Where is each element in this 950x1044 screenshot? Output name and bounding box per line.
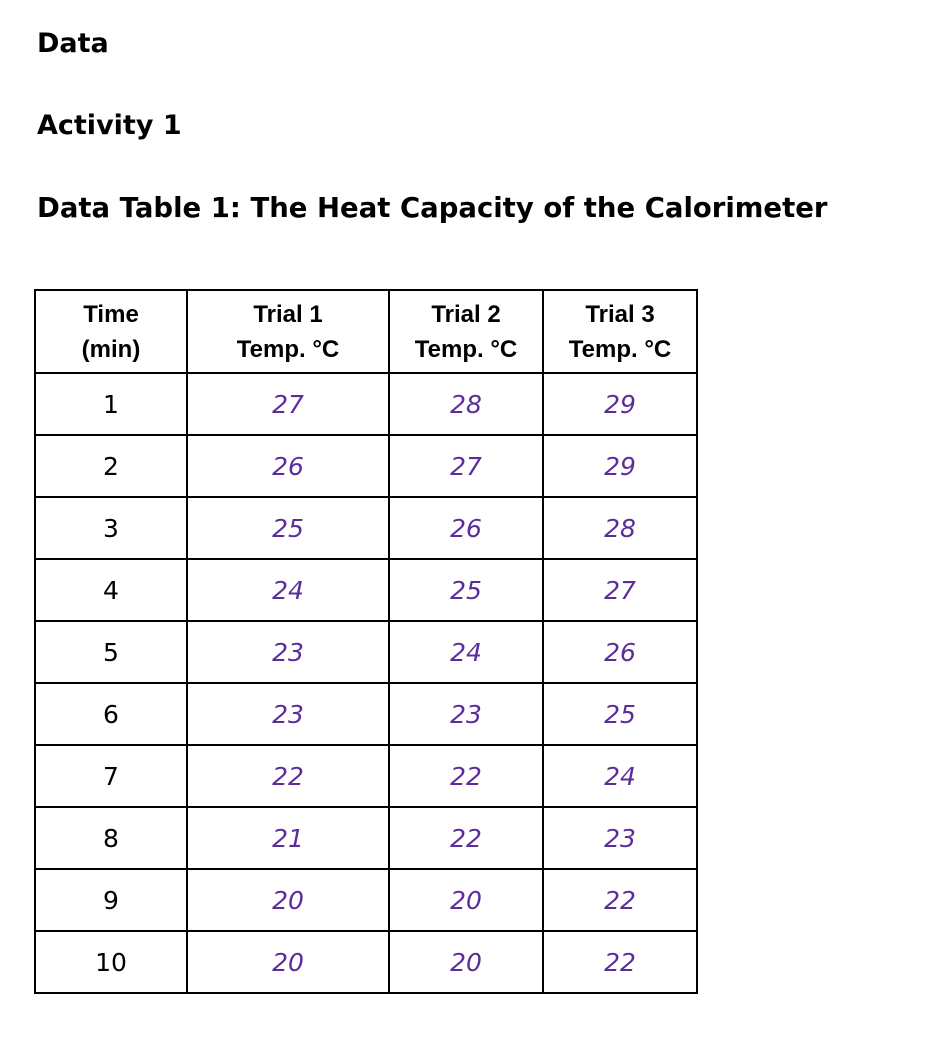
header-time bbox=[35, 290, 187, 373]
time-cell: 9 bbox=[35, 869, 187, 931]
time-cell: 6 bbox=[35, 683, 187, 745]
header-trial-3 bbox=[543, 290, 697, 373]
trial-3-temp-cell: 28 bbox=[543, 497, 697, 559]
trial-1-temp-cell: 26 bbox=[187, 435, 389, 497]
time-cell: 1 bbox=[35, 373, 187, 435]
trial-2-temp-cell: 20 bbox=[389, 869, 543, 931]
trial-1-temp-cell: 25 bbox=[187, 497, 389, 559]
trial-2-temp-cell: 24 bbox=[389, 621, 543, 683]
table-row bbox=[35, 621, 697, 683]
time-cell: 10 bbox=[35, 931, 187, 993]
table-row bbox=[35, 931, 697, 993]
table-title: Data Table 1: The Heat Capacity of the Calorimeter bbox=[37, 192, 828, 224]
trial-2-temp-cell: 27 bbox=[389, 435, 543, 497]
header-trial-2 bbox=[389, 290, 543, 373]
trial-2-temp-cell: 20 bbox=[389, 931, 543, 993]
header-trial-1-line2: Temp. °C bbox=[236, 335, 340, 363]
table-row bbox=[35, 559, 697, 621]
trial-3-temp-cell: 25 bbox=[543, 683, 697, 745]
trial-3-temp-cell: 27 bbox=[543, 559, 697, 621]
trial-3-temp-cell: 26 bbox=[543, 621, 697, 683]
header-trial-1-line1: Trial 1 bbox=[253, 300, 323, 328]
trial-2-temp-cell: 22 bbox=[389, 807, 543, 869]
trial-3-temp-cell: 22 bbox=[543, 869, 697, 931]
trial-3-temp-cell: 23 bbox=[543, 807, 697, 869]
table-row bbox=[35, 745, 697, 807]
header-time-line1: Time bbox=[83, 300, 139, 328]
trial-2-temp-cell: 22 bbox=[389, 745, 543, 807]
header-trial-2-line1: Trial 2 bbox=[431, 300, 501, 328]
trial-2-temp-cell: 28 bbox=[389, 373, 543, 435]
table-row bbox=[35, 807, 697, 869]
trial-3-temp-cell: 24 bbox=[543, 745, 697, 807]
table-row bbox=[35, 497, 697, 559]
trial-1-temp-cell: 27 bbox=[187, 373, 389, 435]
trial-2-temp-cell: 25 bbox=[389, 559, 543, 621]
section-title: Data bbox=[37, 28, 109, 59]
trial-3-temp-cell: 22 bbox=[543, 931, 697, 993]
table-row bbox=[35, 373, 697, 435]
time-cell: 8 bbox=[35, 807, 187, 869]
time-cell: 7 bbox=[35, 745, 187, 807]
time-cell: 4 bbox=[35, 559, 187, 621]
header-time-line2: (min) bbox=[81, 335, 141, 363]
trial-2-temp-cell: 26 bbox=[389, 497, 543, 559]
trial-3-temp-cell: 29 bbox=[543, 435, 697, 497]
header-trial-1 bbox=[187, 290, 389, 373]
trial-1-temp-cell: 23 bbox=[187, 683, 389, 745]
header-trial-2-line2: Temp. °C bbox=[414, 335, 518, 363]
table-row bbox=[35, 435, 697, 497]
activity-title: Activity 1 bbox=[37, 110, 182, 141]
table-header-row bbox=[35, 290, 697, 373]
header-trial-3-line2: Temp. °C bbox=[568, 335, 672, 363]
trial-1-temp-cell: 20 bbox=[187, 869, 389, 931]
time-cell: 2 bbox=[35, 435, 187, 497]
trial-1-temp-cell: 23 bbox=[187, 621, 389, 683]
table-row bbox=[35, 869, 697, 931]
trial-3-temp-cell: 29 bbox=[543, 373, 697, 435]
trial-1-temp-cell: 24 bbox=[187, 559, 389, 621]
trial-2-temp-cell: 23 bbox=[389, 683, 543, 745]
heat-capacity-table bbox=[34, 289, 698, 994]
time-cell: 5 bbox=[35, 621, 187, 683]
table-row bbox=[35, 683, 697, 745]
trial-1-temp-cell: 20 bbox=[187, 931, 389, 993]
trial-1-temp-cell: 21 bbox=[187, 807, 389, 869]
trial-1-temp-cell: 22 bbox=[187, 745, 389, 807]
header-trial-3-line1: Trial 3 bbox=[585, 300, 655, 328]
time-cell: 3 bbox=[35, 497, 187, 559]
